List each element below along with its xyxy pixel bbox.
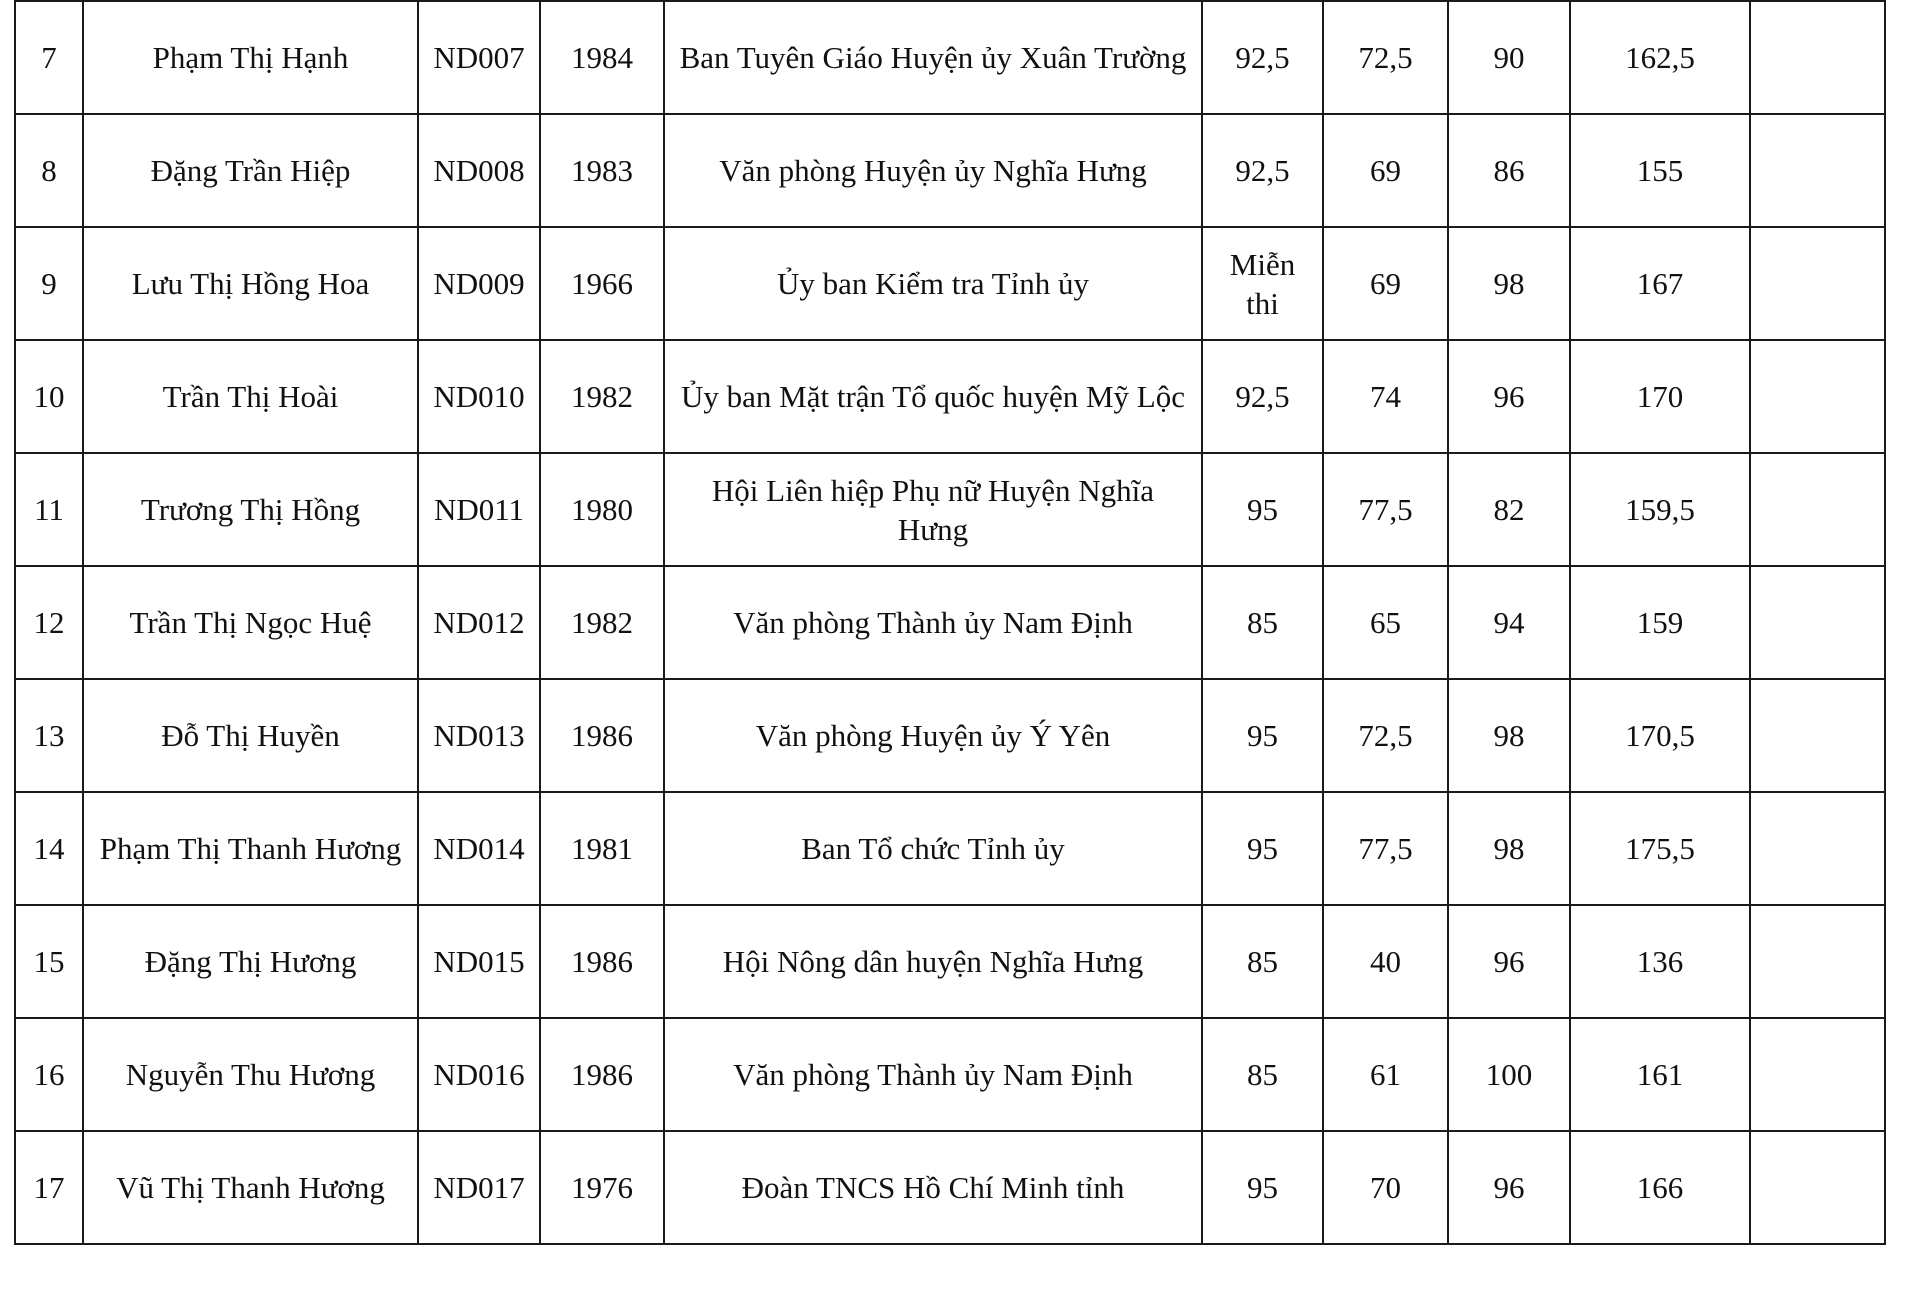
- cell-name: Đỗ Thị Huyền: [83, 679, 418, 792]
- cell-candidate-id: ND008: [418, 114, 540, 227]
- cell-score-1: 85: [1202, 1018, 1323, 1131]
- table-row: [15, 1131, 1885, 1244]
- cell-note: [1750, 1131, 1885, 1244]
- cell-candidate-id: ND016: [418, 1018, 540, 1131]
- cell-workplace: Ủy ban Mặt trận Tổ quốc huyện Mỹ Lộc: [664, 340, 1202, 453]
- cell-stt: 10: [15, 340, 83, 453]
- cell-score-1: 95: [1202, 679, 1323, 792]
- cell-stt: 9: [15, 227, 83, 340]
- cell-birth-year: 1983: [540, 114, 664, 227]
- cell-note: [1750, 679, 1885, 792]
- cell-candidate-id: ND015: [418, 905, 540, 1018]
- cell-candidate-id: ND009: [418, 227, 540, 340]
- cell-candidate-id: ND014: [418, 792, 540, 905]
- cell-score-3: 90: [1448, 1, 1570, 114]
- cell-stt: 15: [15, 905, 83, 1018]
- cell-workplace: Văn phòng Thành ủy Nam Định: [664, 566, 1202, 679]
- cell-name: Trần Thị Ngọc Huệ: [83, 566, 418, 679]
- cell-total: 159,5: [1570, 453, 1750, 566]
- cell-stt: 14: [15, 792, 83, 905]
- cell-score-2: 77,5: [1323, 453, 1448, 566]
- cell-score-1: 92,5: [1202, 340, 1323, 453]
- cell-name: Phạm Thị Thanh Hương: [83, 792, 418, 905]
- cell-birth-year: 1986: [540, 905, 664, 1018]
- cell-total: 155: [1570, 114, 1750, 227]
- cell-score-3: 98: [1448, 679, 1570, 792]
- cell-stt: 16: [15, 1018, 83, 1131]
- table-row: [15, 340, 1885, 453]
- cell-total: 162,5: [1570, 1, 1750, 114]
- cell-candidate-id: ND017: [418, 1131, 540, 1244]
- cell-workplace: Văn phòng Huyện ủy Ý Yên: [664, 679, 1202, 792]
- cell-name: Trần Thị Hoài: [83, 340, 418, 453]
- cell-name: Đặng Thị Hương: [83, 905, 418, 1018]
- table-row: [15, 453, 1885, 566]
- cell-total: 170,5: [1570, 679, 1750, 792]
- cell-stt: 8: [15, 114, 83, 227]
- cell-birth-year: 1976: [540, 1131, 664, 1244]
- cell-birth-year: 1980: [540, 453, 664, 566]
- cell-candidate-id: ND012: [418, 566, 540, 679]
- cell-total: 136: [1570, 905, 1750, 1018]
- cell-name: Phạm Thị Hạnh: [83, 1, 418, 114]
- cell-score-2: 70: [1323, 1131, 1448, 1244]
- cell-note: [1750, 453, 1885, 566]
- cell-score-1: Miễn thi: [1202, 227, 1323, 340]
- cell-score-3: 96: [1448, 905, 1570, 1018]
- cell-candidate-id: ND007: [418, 1, 540, 114]
- cell-workplace: Văn phòng Huyện ủy Nghĩa Hưng: [664, 114, 1202, 227]
- cell-birth-year: 1981: [540, 792, 664, 905]
- cell-score-3: 82: [1448, 453, 1570, 566]
- cell-score-3: 98: [1448, 792, 1570, 905]
- cell-score-1: 92,5: [1202, 114, 1323, 227]
- cell-birth-year: 1986: [540, 1018, 664, 1131]
- table-row: [15, 1018, 1885, 1131]
- table-row: [15, 905, 1885, 1018]
- table-row: [15, 792, 1885, 905]
- cell-workplace: Ủy ban Kiểm tra Tỉnh ủy: [664, 227, 1202, 340]
- cell-score-2: 77,5: [1323, 792, 1448, 905]
- cell-workplace: Hội Liên hiệp Phụ nữ Huyện Nghĩa Hưng: [664, 453, 1202, 566]
- cell-score-2: 61: [1323, 1018, 1448, 1131]
- cell-name: Nguyễn Thu Hương: [83, 1018, 418, 1131]
- cell-score-2: 74: [1323, 340, 1448, 453]
- cell-score-3: 98: [1448, 227, 1570, 340]
- cell-total: 161: [1570, 1018, 1750, 1131]
- cell-note: [1750, 566, 1885, 679]
- cell-candidate-id: ND010: [418, 340, 540, 453]
- table-row: [15, 1, 1885, 114]
- cell-name: Đặng Trần Hiệp: [83, 114, 418, 227]
- cell-candidate-id: ND011: [418, 453, 540, 566]
- results-table-body: [15, 1, 1885, 1244]
- cell-stt: 7: [15, 1, 83, 114]
- table-row: [15, 679, 1885, 792]
- cell-candidate-id: ND013: [418, 679, 540, 792]
- cell-total: 175,5: [1570, 792, 1750, 905]
- cell-note: [1750, 792, 1885, 905]
- cell-name: Lưu Thị Hồng Hoa: [83, 227, 418, 340]
- cell-total: 159: [1570, 566, 1750, 679]
- table-row: [15, 227, 1885, 340]
- cell-score-2: 65: [1323, 566, 1448, 679]
- cell-score-3: 96: [1448, 1131, 1570, 1244]
- cell-birth-year: 1966: [540, 227, 664, 340]
- cell-stt: 11: [15, 453, 83, 566]
- cell-workplace: Ban Tuyên Giáo Huyện ủy Xuân Trường: [664, 1, 1202, 114]
- cell-total: 167: [1570, 227, 1750, 340]
- cell-workplace: Ban Tổ chức Tỉnh ủy: [664, 792, 1202, 905]
- cell-workplace: Đoàn TNCS Hồ Chí Minh tỉnh: [664, 1131, 1202, 1244]
- cell-total: 166: [1570, 1131, 1750, 1244]
- cell-note: [1750, 1, 1885, 114]
- cell-stt: 17: [15, 1131, 83, 1244]
- cell-birth-year: 1984: [540, 1, 664, 114]
- cell-score-3: 100: [1448, 1018, 1570, 1131]
- results-table: [14, 0, 1886, 1245]
- cell-score-2: 40: [1323, 905, 1448, 1018]
- cell-name: Vũ Thị Thanh Hương: [83, 1131, 418, 1244]
- table-row: [15, 114, 1885, 227]
- cell-score-1: 85: [1202, 566, 1323, 679]
- cell-score-1: 85: [1202, 905, 1323, 1018]
- cell-workplace: Hội Nông dân huyện Nghĩa Hưng: [664, 905, 1202, 1018]
- cell-score-1: 92,5: [1202, 1, 1323, 114]
- cell-note: [1750, 114, 1885, 227]
- cell-note: [1750, 905, 1885, 1018]
- cell-score-1: 95: [1202, 792, 1323, 905]
- cell-note: [1750, 227, 1885, 340]
- cell-stt: 12: [15, 566, 83, 679]
- cell-birth-year: 1986: [540, 679, 664, 792]
- cell-score-2: 72,5: [1323, 1, 1448, 114]
- cell-total: 170: [1570, 340, 1750, 453]
- cell-score-2: 72,5: [1323, 679, 1448, 792]
- cell-score-1: 95: [1202, 453, 1323, 566]
- cell-score-2: 69: [1323, 114, 1448, 227]
- cell-score-3: 96: [1448, 340, 1570, 453]
- cell-birth-year: 1982: [540, 340, 664, 453]
- cell-workplace: Văn phòng Thành ủy Nam Định: [664, 1018, 1202, 1131]
- table-row: [15, 566, 1885, 679]
- cell-note: [1750, 340, 1885, 453]
- cell-score-1: 95: [1202, 1131, 1323, 1244]
- cell-name: Trương Thị Hồng: [83, 453, 418, 566]
- cell-note: [1750, 1018, 1885, 1131]
- cell-score-3: 86: [1448, 114, 1570, 227]
- cell-birth-year: 1982: [540, 566, 664, 679]
- cell-stt: 13: [15, 679, 83, 792]
- cell-score-3: 94: [1448, 566, 1570, 679]
- cell-score-2: 69: [1323, 227, 1448, 340]
